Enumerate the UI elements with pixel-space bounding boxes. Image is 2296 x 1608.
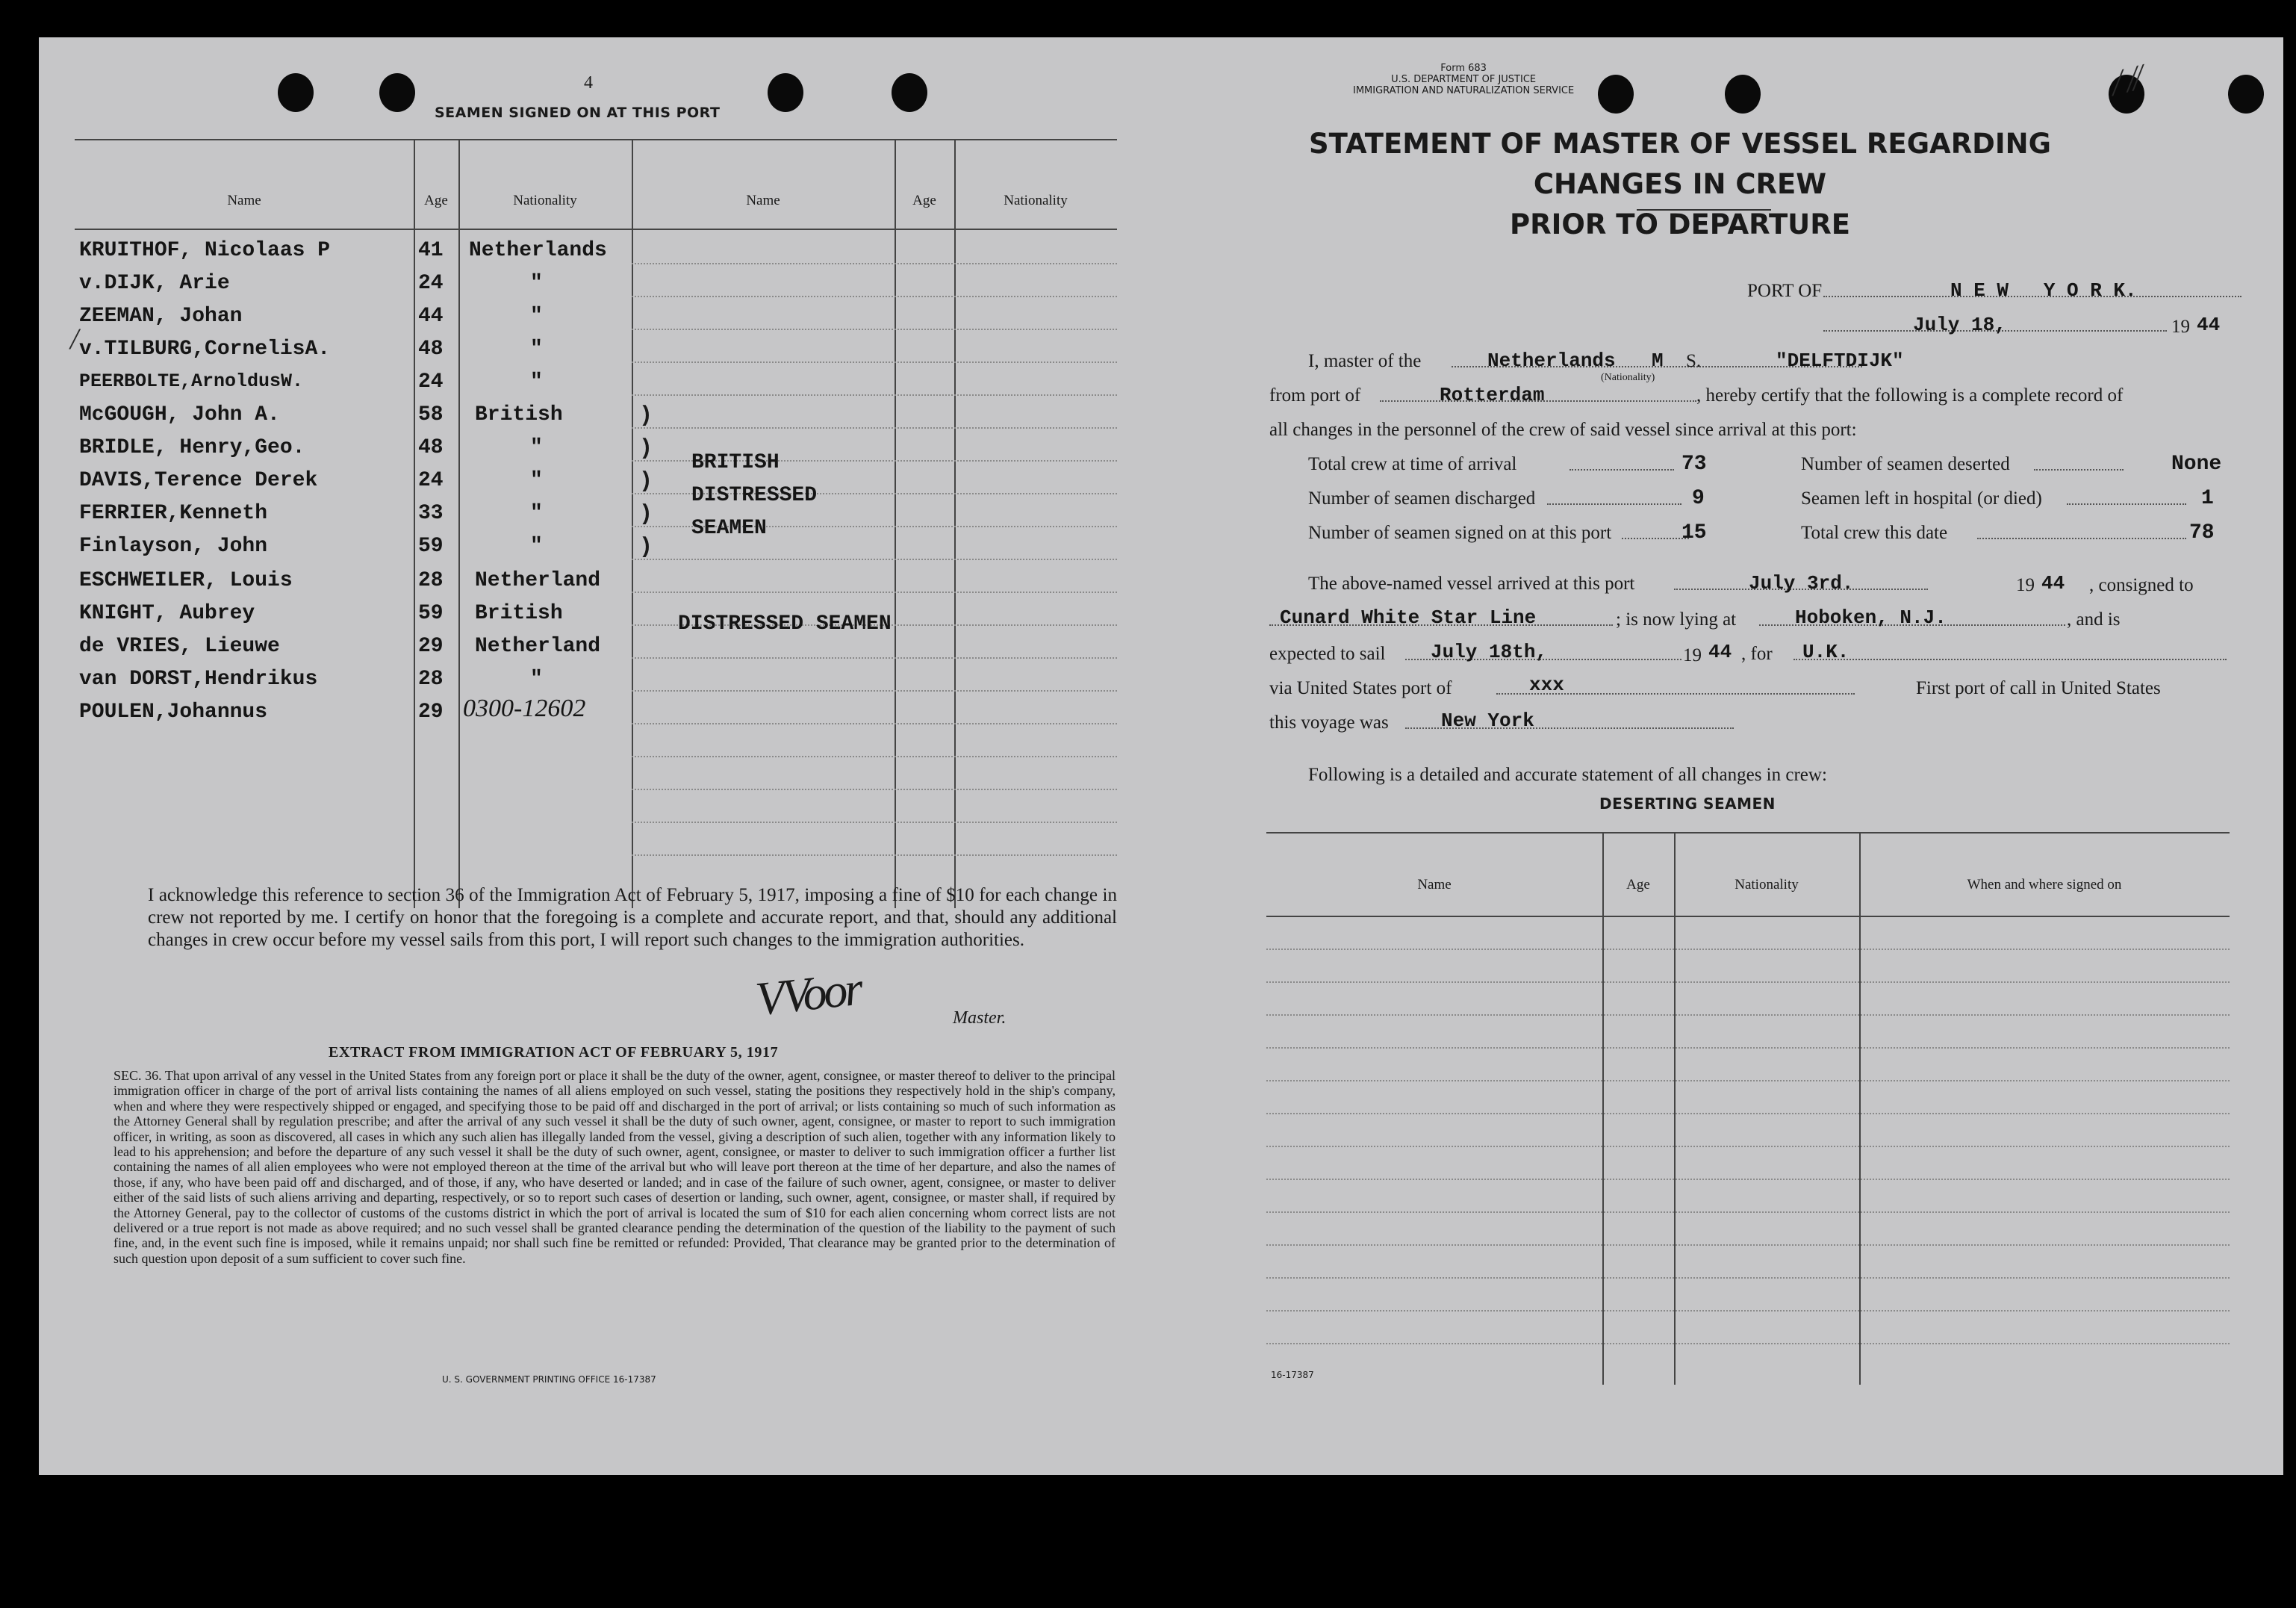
- for-label: , for: [1741, 644, 1773, 664]
- stat-value: 9: [1692, 487, 1705, 510]
- col-header-name: Name: [227, 193, 261, 208]
- title-line-2: PRIOR TO DEPARTURE: [1510, 208, 1850, 240]
- nationality-caption: (Nationality): [1601, 372, 1655, 383]
- margin-checkmark: /: [70, 322, 79, 356]
- table-row: [75, 333, 1117, 366]
- expected-year-prefix: 19: [1683, 645, 1702, 665]
- crew-age: 24: [418, 469, 444, 492]
- crew-name: de VRIES, Lieuwe: [79, 635, 280, 658]
- and-is-label: , and is: [2067, 609, 2121, 630]
- stat-leader: [2067, 488, 2186, 510]
- consigned-label: , consigned to: [2089, 575, 2194, 595]
- col-header-nationality: Nationality: [1735, 877, 1799, 893]
- this-voyage-label: this voyage was: [1269, 713, 1389, 733]
- crew-age: 29: [418, 635, 444, 658]
- crew-nationality: ": [530, 370, 543, 394]
- port-label: PORT OF: [1747, 281, 1823, 301]
- crew-name: BRIDLE, Henry,Geo.: [79, 436, 305, 459]
- stat-leader: [1547, 488, 1681, 510]
- crew-name: ZEEMAN, Johan: [79, 305, 243, 328]
- first-port-value: New York: [1441, 710, 1534, 732]
- bracket: ): [639, 403, 653, 429]
- col-header-age: Age: [424, 193, 448, 208]
- vessel-type-s: S.: [1686, 351, 1702, 371]
- crew-age: 48: [418, 338, 444, 361]
- group-label-line: BRITISH: [691, 451, 780, 474]
- following-text: Following is a detailed and accurate statement of all changes in crew:: [1308, 765, 1827, 785]
- right-page: [1181, 37, 2283, 1475]
- year-prefix: 19: [2171, 317, 2190, 337]
- port-value: N E W Y O R K.: [1950, 279, 2137, 302]
- title-line-1: STATEMENT OF MASTER OF VESSEL REGARDING CHANGES IN CREW: [1308, 128, 2052, 200]
- crew-age: 59: [418, 602, 444, 625]
- form-footer-code: 16-17387: [1271, 1370, 1314, 1380]
- stat-leader: [1977, 523, 2186, 544]
- stat-value: 73: [1681, 453, 1707, 476]
- stat-leader: [1622, 523, 1689, 544]
- section-title: SEAMEN SIGNED ON AT THIS PORT: [435, 105, 721, 121]
- crew-name: v.TILBURG,CornelisA.: [79, 338, 331, 361]
- service: IMMIGRATION AND NATURALIZATION SERVICE: [1353, 85, 1575, 96]
- stat-label: Number of seamen discharged: [1308, 488, 1536, 509]
- document-sheet: [39, 37, 2283, 1475]
- table-row: [75, 530, 1117, 563]
- crew-nationality: British: [475, 403, 563, 426]
- table-row: [75, 565, 1117, 597]
- bracket: ): [639, 502, 653, 527]
- expected-label: expected to sail: [1269, 644, 1386, 664]
- col-header-age: Age: [1626, 877, 1650, 893]
- divider: [1637, 209, 1771, 211]
- crew-name: Finlayson, John: [79, 535, 268, 558]
- lying-value: Hoboken, N.J.: [1795, 606, 1947, 629]
- crew-nationality: ": [530, 272, 543, 295]
- deserting-title: DESERTING SEAMEN: [1599, 795, 1776, 813]
- table-row: [75, 399, 1117, 432]
- lying-label: ; is now lying at: [1616, 609, 1737, 630]
- expected-year: 44: [1708, 641, 1732, 663]
- nationality-value: Netherlands: [1487, 350, 1616, 372]
- group-label-line: DISTRESSED: [691, 484, 818, 507]
- page-number: 4: [584, 73, 593, 93]
- printer-line: U. S. GOVERNMENT PRINTING OFFICE 16-17387: [442, 1374, 656, 1385]
- crew-nationality: ": [530, 469, 543, 492]
- crew-nationality: Netherlands: [469, 239, 607, 262]
- crew-age: 58: [418, 403, 444, 426]
- crew-signed-on-table: [75, 139, 1117, 908]
- from-port-label: from port of: [1269, 385, 1361, 406]
- crew-age: 24: [418, 370, 444, 394]
- table-row: [75, 597, 1117, 630]
- arrived-year: 44: [2041, 572, 2065, 595]
- acknowledgement-text: I acknowledge this reference to section 36 of the Immigration Act of February 5, 1917, imposing a fine of $10 for each change in crew not reported by me. I certify on honor that the foregoing is a complete and accurate report, and that, should any additional changes in crew occur before my vessel sails from this port, I will report such changes to the immigration authorities.: [148, 885, 1117, 950]
- stat-label: Number of seamen deserted: [1801, 454, 2010, 474]
- crew-age: 28: [418, 668, 444, 691]
- first-port-label: First port of call in United States: [1916, 678, 2161, 698]
- crew-nationality: Netherland: [475, 635, 601, 658]
- department: U.S. DEPARTMENT OF JUSTICE: [1391, 74, 1537, 85]
- crew-age: 24: [418, 272, 444, 295]
- crew-age: 44: [418, 305, 444, 328]
- table-row: [75, 465, 1117, 497]
- master-signature: VVoor: [753, 961, 863, 1026]
- signature-caption: Master.: [953, 1008, 1007, 1028]
- crew-age: 33: [418, 502, 444, 525]
- crew-name: ESCHWEILER, Louis: [79, 569, 293, 592]
- form-header: [1353, 63, 1574, 96]
- stat-label: Total crew at time of arrival: [1308, 454, 1517, 474]
- bracket: ): [639, 535, 653, 560]
- crew-nationality: Netherland: [475, 569, 601, 592]
- corner-annotation: ⁄ ⁄⁄: [2110, 58, 2146, 103]
- destination-value: U.K.: [1802, 641, 1849, 663]
- crew-nationality: 0300-12602: [463, 695, 586, 722]
- crew-nationality: ": [530, 338, 543, 361]
- col-header-name-2: Name: [746, 193, 780, 208]
- from-port-value: Rotterdam: [1440, 384, 1545, 406]
- year-value: 44: [2197, 314, 2221, 336]
- group-label-line: SEAMEN: [691, 517, 767, 540]
- table-row: [75, 497, 1117, 530]
- left-page: [39, 37, 1159, 1475]
- crew-name: KNIGHT, Aubrey: [79, 602, 255, 625]
- crew-name: DAVIS,Terence Derek: [79, 469, 318, 492]
- crew-age: 28: [418, 569, 444, 592]
- stat-label: Number of seamen signed on at this port: [1308, 523, 1612, 543]
- crew-name: PEERBOLTE,ArnoldusW.: [79, 370, 304, 392]
- table-row: [75, 630, 1117, 663]
- stat-value: 15: [1681, 521, 1707, 544]
- table-row: [75, 432, 1117, 465]
- via-label: via United States port of: [1269, 678, 1452, 698]
- crew-name: v.DIJK, Arie: [79, 272, 230, 295]
- crew-nationality: ": [530, 436, 543, 459]
- arrived-label: The above-named vessel arrived at this port: [1308, 574, 1635, 594]
- crew-name: McGOUGH, John A.: [79, 403, 280, 426]
- consignee-value: Cunard White Star Line: [1280, 606, 1537, 629]
- crew-nationality: ": [530, 668, 543, 691]
- vessel-type-m: M: [1652, 350, 1664, 372]
- distressed-seamen-label: DISTRESSED SEAMEN: [678, 612, 892, 636]
- stat-label: Total crew this date: [1801, 523, 1948, 543]
- stat-label: Seamen left in hospital (or died): [1801, 488, 2042, 509]
- stat-value: 78: [2189, 521, 2215, 544]
- destination-line: [1793, 644, 2227, 665]
- stat-value: None: [2171, 453, 2222, 476]
- expected-date: July 18th,: [1431, 641, 1548, 663]
- table-row: [75, 235, 1117, 267]
- crew-name: van DORST,Hendrikus: [79, 668, 318, 691]
- stat-leader: [1569, 454, 1674, 476]
- crew-age: 59: [418, 535, 444, 558]
- col-header-name: Name: [1417, 877, 1452, 893]
- crew-name: FERRIER,Kenneth: [79, 502, 268, 525]
- date-value: July 18,: [1913, 314, 2006, 336]
- crew-age: 41: [418, 239, 444, 262]
- certify-text-2: all changes in the personnel of the crew of said vessel since arrival at this port:: [1269, 420, 1857, 440]
- col-header-when-where: When and where signed on: [1967, 877, 2122, 893]
- extract-text: SEC. 36. That upon arrival of any vessel in the United States from any foreign port or place it shall be the duty of the owner, agent, consignee, or master thereof to deliver to the principal immigration officer in charge of the port of arrival lists containing the names of all aliens employed on such vessel, stating the positions they respectively hold in the ship's company, when and where they were respectively shipped or engaged, and specifying those to be paid off and discharged in the port of arrival; or lists containing so much of such information as the Attorney General shall by regulation prescribe; and after the arrival of any such vessel it shall be the duty of such owner, agent, consignee, or master to report to such immigration officer, in writing, as soon as discovered, all cases in which any such alien has illegally landed from the vessel, giving a description of such alien, together with any information likely to lead to his apprehension; and before the departure of any such vessel it shall be the duty of such owner, agent, consignee, or master to deliver to such immigration officer a further list containing the names of all alien employees who were not employed thereon at the time of the arrival but who will leave port thereon at the time of her departure, and also the names of those, if any, who have been paid off and discharged, and of those, if any, who have deserted or landed; and in case of the failure of such owner, agent, consignee, or master to deliver either of the said lists of such aliens arriving and departing, respectively, or so to report such cases of desertion or landing, such owner, agent, consignee, or master shall, if required by the Attorney General, pay to the collector of customs of the customs district in which the port of arrival is located the sum of $10 for each alien concerning whom correct lists are not delivered or a true report is not made as above required; and no such vessel shall be granted clearance pending the determination of the question of the liability to the payment of such fine, and, in the event such fine is imposed, while it remains unpaid; nor shall such fine be remitted or refunded: Provided, That clearance may be granted prior to the determination of such question upon deposit of a sum sufficient to cover such fine.: [113, 1068, 1116, 1266]
- crew-age: 29: [418, 701, 444, 724]
- crew-nationality: British: [475, 602, 563, 625]
- table-row: [75, 663, 1117, 696]
- vessel-name: "DELFTDIJK": [1776, 350, 1904, 372]
- certify-text: , hereby certify that the following is a complete record of: [1696, 385, 2124, 406]
- crew-name: KRUITHOF, Nicolaas P: [79, 239, 331, 262]
- col-header-nationality: Nationality: [513, 193, 577, 208]
- via-value: xxx: [1529, 674, 1564, 696]
- table-row: [75, 696, 1117, 729]
- table-row: [75, 300, 1117, 333]
- col-header-age-2: Age: [912, 193, 936, 208]
- arrived-year-prefix: 19: [2016, 575, 2035, 595]
- extract-title: EXTRACT FROM IMMIGRATION ACT OF FEBRUARY 5, 1917: [329, 1044, 779, 1061]
- col-header-nationality-2: Nationality: [1004, 193, 1068, 208]
- arrived-date: July 3rd.: [1749, 572, 1854, 595]
- bracket: ): [639, 469, 653, 494]
- crew-age: 48: [418, 436, 444, 459]
- form-number: Form 683: [1440, 63, 1487, 74]
- stat-value: 1: [2201, 487, 2214, 510]
- table-row: [75, 267, 1117, 300]
- stat-leader: [2034, 454, 2124, 476]
- bracket: ): [639, 436, 653, 462]
- table-row: [75, 366, 1117, 399]
- crew-nationality: ": [530, 535, 543, 558]
- page-title: [1241, 124, 2119, 245]
- crew-nationality: ": [530, 305, 543, 328]
- crew-name: POULEN,Johannus: [79, 701, 268, 724]
- deserting-seamen-table: [1266, 832, 2230, 1385]
- crew-nationality: ": [530, 502, 543, 525]
- master-of-label: I, master of the: [1308, 351, 1422, 371]
